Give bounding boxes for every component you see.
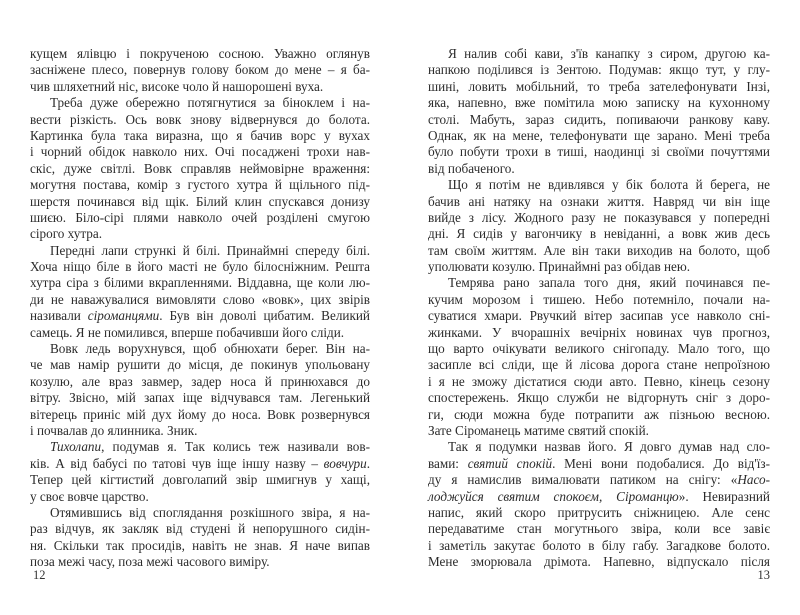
- text-line: че мав намір рушити до місця, де покинув упольовану: [30, 357, 370, 373]
- text-line: Картинка була така виразна, що я бачив ворс у вухах: [30, 127, 370, 143]
- text-line: шині, ловить мобільний, то треба зателефонувати Інзі,: [428, 78, 770, 94]
- text-line: хутра сіра з білими вкрапленнями. Віддавна, ще коли лю-: [30, 275, 370, 291]
- text-line: Тепер цей кігтистий довголапий звір шмигнув у хащі,: [30, 472, 370, 488]
- text-line: могутня постава, комір з густого хутра й щільного під-: [30, 177, 370, 193]
- text-line: ди не наважувалися вимовляти слово «вовк», цих звірів: [30, 291, 370, 307]
- text-line: [428, 472, 770, 488]
- text-line: Я налив собі кави, з'їв канапку з сиром, другою ка-: [448, 46, 770, 61]
- text-run: вами:: [428, 455, 468, 471]
- text-line: поза межі часу, поза межі часового виміру.: [30, 554, 270, 570]
- text-line: ги, сюди можна буде потрапити аж пізньою весною.: [428, 406, 770, 422]
- text-line: було побути трохи в тиші, наодинці зі своїми почуттями: [428, 144, 770, 160]
- text-line: що варто очікувати великого снігопаду. Мало того, що: [428, 341, 770, 357]
- text-line: Хоча ніщо біле в його масті не було білосніжним. Решта: [30, 259, 370, 275]
- text-run: , подумав я. Так колись теж називали вов-: [101, 439, 370, 455]
- italic-text-run: сіроманцями: [87, 308, 160, 324]
- text-line: яка, напевно, вже помітила мою записку на кухонному: [428, 95, 770, 111]
- text-line: столі. Мабуть, зараз сидить, попиваючи ранкову каву.: [428, 111, 770, 127]
- text-line: Передні лапи стрункі й білі. Принаймні спереду білі.: [50, 242, 370, 258]
- text-line: [30, 308, 370, 324]
- text-line: [30, 456, 370, 472]
- text-line: вітру. Звісно, мій запах іще відчувався там. Легенький: [30, 390, 370, 406]
- text-line: кучим морозом і тишею. Небо потемніло, почали на-: [428, 291, 770, 307]
- text-line: Що я потім не вдивлявся у бік болота й берега, не: [448, 177, 770, 193]
- text-line: сірого хутра.: [30, 226, 103, 242]
- text-run: ду я намислив вималювати патиком на снігу: «: [428, 472, 738, 488]
- text-line: і заметіль закутає болото в білу габу. Загадкове болото.: [428, 537, 770, 553]
- text-line: Вовк ледь ворухнувся, щоб обнюхати берег. Він на-: [50, 341, 370, 357]
- right-page: [400, 0, 800, 615]
- text-line: і чорний обідок навколо них. Очі посаджені трохи нав-: [30, 144, 370, 160]
- text-line: вітерець приніс мій дух йому до носа. Вовк розвернувся: [30, 406, 370, 422]
- text-line: [428, 489, 770, 505]
- right-page-text: [428, 46, 770, 571]
- text-line: спостережень. Якщо служби не відгорнуть сніг з доро-: [428, 390, 770, 406]
- text-line: Однак, як на мене, телефонувати ще зарано. Мені треба: [428, 127, 770, 143]
- text-line: скіс, дуже світлі. Вовк справляв неймовірне враження:: [30, 160, 370, 176]
- text-line: [428, 456, 770, 472]
- text-line: раз відчув, як закляк від студені й непорушного сидін-: [30, 521, 370, 537]
- text-line: від побаченого.: [428, 160, 515, 176]
- italic-text-run: лоджуйся святим спокоєм, Сіроманцю: [428, 488, 679, 504]
- text-line: бачив ані натяку на ознаки життя. Навряд чи він іще: [428, 193, 770, 209]
- text-line: шерстя починався від щік. Білий клин спускався донизу: [30, 193, 370, 209]
- left-page-text: [30, 46, 370, 571]
- text-line: передаватиме стан могутнього звіра, коли все завіє: [428, 521, 770, 537]
- text-line: вести різкість. Ось вовк знову відвернувся до болота.: [30, 111, 370, 127]
- text-line: там своїм життям. Але він таки виходив на болото, щоб: [428, 242, 770, 258]
- text-line: і почвалав до ялинника. Зник.: [30, 422, 198, 438]
- text-line: жинками. У вчорашніх вечірніх новинах чув прогноз,: [428, 324, 770, 340]
- italic-text-run: Тихолапи: [50, 439, 102, 455]
- text-line: Мене зморювала дрімота. Напевно, відпускало після: [428, 554, 770, 570]
- text-line: самець. Я не помилився, вперше побачивши його сліди.: [30, 324, 345, 340]
- text-line: Зате Сіроманець матиме святий спокій.: [428, 422, 649, 438]
- text-line: Темрява рано запала того дня, який починався пе-: [448, 275, 770, 291]
- text-run: . Мені вони подобалися. До від'їз-: [552, 455, 770, 471]
- text-run: ». Невиразний: [678, 488, 770, 504]
- italic-text-run: святий спокій: [467, 455, 553, 471]
- text-line: кущем ялівцю і покрученою сосною. Уважно оглянув: [30, 46, 370, 61]
- italic-text-run: вовчури: [323, 455, 367, 471]
- text-line: Отямившись від споглядання розкішного звіра, я на-: [50, 504, 370, 520]
- text-line: дні. Я сидів у вагончику в невіданні, а вовк жив десь: [428, 226, 770, 242]
- text-line: засипле всі сліди, ще й лісова дорога стане непроїзною: [428, 357, 770, 373]
- text-run: ків. А від бабусі по татові чув іще іншу назву –: [30, 455, 324, 471]
- text-line: [30, 439, 370, 455]
- text-line: напкою поділився із Зентою. Подумав: якщо тут, у глу-: [428, 62, 770, 78]
- text-line: засніжене плесо, повернув голову боком до мене – я ба-: [30, 62, 370, 78]
- text-line: суватися хмари. Рвучкий вітер засипав усе навколо сні-: [428, 308, 770, 324]
- text-line: напис, який скоро притрусить сніжницею. Але сенс: [428, 504, 770, 520]
- text-run: .: [366, 455, 370, 471]
- text-line: козулю, але враз завмер, задер носа й принюхався до: [30, 373, 370, 389]
- text-line: ня. Скільки так просидів, навіть не знав. Я наче випав: [30, 537, 370, 553]
- text-run: називали: [30, 308, 88, 324]
- text-line: Треба дуже обережно потягнутися за біноклем і на-: [50, 95, 370, 111]
- left-page-number: 12: [33, 568, 46, 582]
- text-run: . Був він доволі цибатим. Великий: [159, 308, 370, 324]
- text-line: вийде з лісу. Жодного разу не показувався у попередні: [428, 209, 770, 225]
- text-line: Так я подумки назвав його. Я довго думав над сло-: [448, 439, 770, 455]
- text-line: чив шляхетний ніс, високе чоло й нашорошені вуха.: [30, 78, 324, 94]
- right-page-number: 13: [757, 568, 770, 582]
- text-line: шиєю. Біло-сірі плями навколо очей розділені смугою: [30, 209, 370, 225]
- italic-text-run: Насо-: [737, 472, 770, 488]
- text-line: у своє вовче царство.: [30, 488, 149, 504]
- text-line: і я не зможу дістатися сюди авто. Певно, кінець сезону: [428, 373, 770, 389]
- text-line: уполювати козулю. Принаймні раз обідав нею.: [428, 259, 691, 275]
